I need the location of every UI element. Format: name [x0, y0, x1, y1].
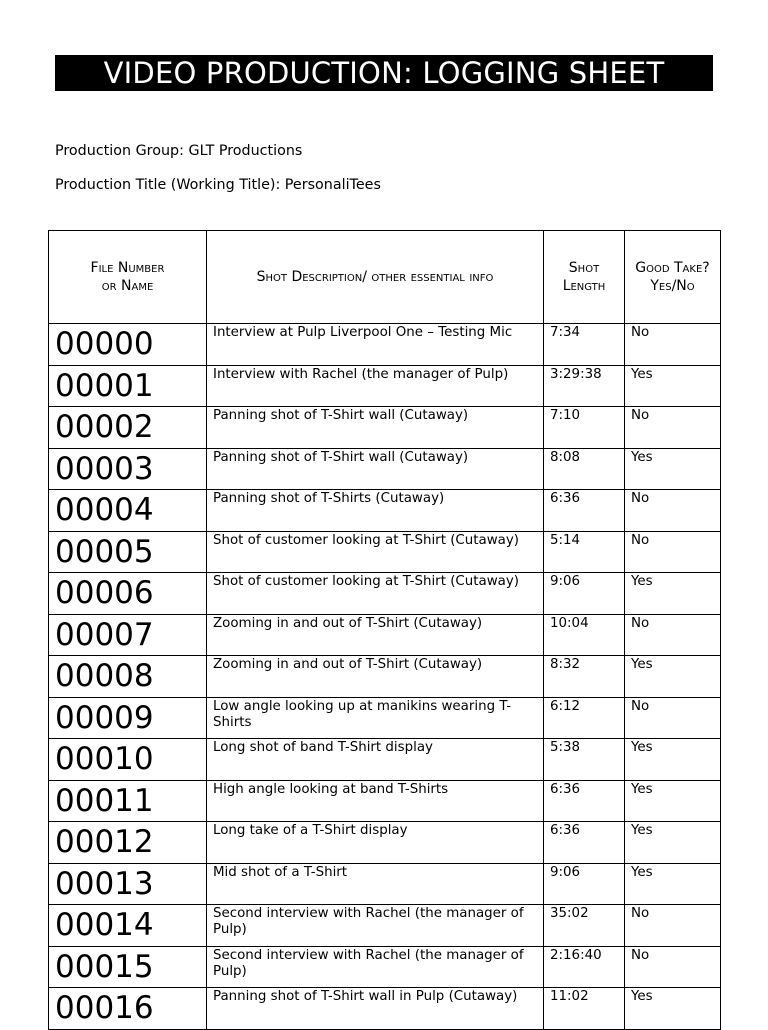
shot-description-cell: Shot of customer looking at T-Shirt (Cutaway): [207, 531, 544, 573]
file-number-cell: 00001: [49, 365, 207, 407]
shot-length-cell: 5:14: [544, 531, 625, 573]
shot-length-cell: 3:29:38: [544, 365, 625, 407]
shot-description-cell: Long shot of band T-Shirt display: [207, 739, 544, 781]
file-number-cell: 00004: [49, 490, 207, 532]
shot-length-cell: 10:04: [544, 614, 625, 656]
good-take-cell: Yes: [625, 780, 721, 822]
good-take-cell: No: [625, 531, 721, 573]
file-number-cell: 00013: [49, 863, 207, 905]
shot-length-cell: 8:08: [544, 448, 625, 490]
shot-length-cell: 11:02: [544, 988, 625, 1030]
file-number-cell: 00008: [49, 656, 207, 698]
file-number-cell: 00002: [49, 407, 207, 449]
table-row: [49, 946, 721, 988]
shot-length-cell: 6:12: [544, 697, 625, 739]
shot-description-cell: Panning shot of T-Shirts (Cutaway): [207, 490, 544, 532]
shot-length-cell: 9:06: [544, 573, 625, 615]
file-number-cell: 00012: [49, 822, 207, 864]
good-take-cell: Yes: [625, 863, 721, 905]
file-number-cell: 00015: [49, 946, 207, 988]
logging-table: [48, 230, 721, 1030]
header-shot-length: Shot Length: [544, 231, 625, 324]
shot-description-cell: Long take of a T-Shirt display: [207, 822, 544, 864]
table-row: [49, 490, 721, 532]
good-take-cell: Yes: [625, 573, 721, 615]
shot-description-cell: Low angle looking up at manikins wearing T-Shirts: [207, 697, 544, 739]
shot-length-cell: 6:36: [544, 822, 625, 864]
good-take-cell: Yes: [625, 656, 721, 698]
good-take-cell: No: [625, 490, 721, 532]
shot-description-cell: Interview with Rachel (the manager of Pulp): [207, 365, 544, 407]
file-number-cell: 00014: [49, 905, 207, 947]
good-take-cell: Yes: [625, 739, 721, 781]
file-number-cell: 00006: [49, 573, 207, 615]
shot-description-cell: Zooming in and out of T-Shirt (Cutaway): [207, 656, 544, 698]
shot-description-cell: Second interview with Rachel (the manager of Pulp): [207, 946, 544, 988]
table-row: [49, 905, 721, 947]
shot-description-cell: Panning shot of T-Shirt wall (Cutaway): [207, 448, 544, 490]
shot-description-cell: Zooming in and out of T-Shirt (Cutaway): [207, 614, 544, 656]
shot-description-cell: High angle looking at band T-Shirts: [207, 780, 544, 822]
table-row: [49, 614, 721, 656]
shot-length-cell: 2:16:40: [544, 946, 625, 988]
good-take-cell: Yes: [625, 822, 721, 864]
table-row: [49, 531, 721, 573]
table-row: [49, 780, 721, 822]
good-take-cell: Yes: [625, 365, 721, 407]
header-shot-description: Shot Description/ other essential info: [207, 231, 544, 324]
good-take-cell: No: [625, 946, 721, 988]
file-number-cell: 00009: [49, 697, 207, 739]
file-number-cell: 00005: [49, 531, 207, 573]
page-title: VIDEO PRODUCTION: LOGGING SHEET: [55, 55, 713, 91]
table-row: [49, 324, 721, 366]
table-row: [49, 822, 721, 864]
shot-length-cell: 7:10: [544, 407, 625, 449]
production-title: Production Title (Working Title): PersonaliTees: [55, 177, 381, 193]
table-row: [49, 573, 721, 615]
shot-length-cell: 7:34: [544, 324, 625, 366]
shot-length-cell: 35:02: [544, 905, 625, 947]
good-take-cell: No: [625, 324, 721, 366]
file-number-cell: 00007: [49, 614, 207, 656]
file-number-cell: 00010: [49, 739, 207, 781]
table-body: [49, 324, 721, 1030]
shot-description-cell: Interview at Pulp Liverpool One – Testing Mic: [207, 324, 544, 366]
table-row: [49, 407, 721, 449]
shot-length-cell: 6:36: [544, 490, 625, 532]
good-take-cell: No: [625, 407, 721, 449]
header-good-take: Good Take? Yes/No: [625, 231, 721, 324]
good-take-cell: No: [625, 905, 721, 947]
shot-description-cell: Shot of customer looking at T-Shirt (Cutaway): [207, 573, 544, 615]
header-file-number: File Number or Name: [49, 231, 207, 324]
production-group: Production Group: GLT Productions: [55, 143, 303, 159]
good-take-cell: No: [625, 697, 721, 739]
file-number-cell: 00011: [49, 780, 207, 822]
shot-description-cell: Mid shot of a T-Shirt: [207, 863, 544, 905]
table-row: [49, 656, 721, 698]
shot-description-cell: Second interview with Rachel (the manager of Pulp): [207, 905, 544, 947]
shot-description-cell: Panning shot of T-Shirt wall in Pulp (Cutaway): [207, 988, 544, 1030]
file-number-cell: 00003: [49, 448, 207, 490]
table-row: [49, 739, 721, 781]
good-take-cell: Yes: [625, 448, 721, 490]
good-take-cell: No: [625, 614, 721, 656]
file-number-cell: 00000: [49, 324, 207, 366]
table-header-row: [49, 231, 721, 324]
table-row: [49, 448, 721, 490]
shot-description-cell: Panning shot of T-Shirt wall (Cutaway): [207, 407, 544, 449]
shot-length-cell: 5:38: [544, 739, 625, 781]
good-take-cell: Yes: [625, 988, 721, 1030]
shot-length-cell: 8:32: [544, 656, 625, 698]
table-row: [49, 697, 721, 739]
shot-length-cell: 9:06: [544, 863, 625, 905]
table-row: [49, 863, 721, 905]
shot-length-cell: 6:36: [544, 780, 625, 822]
table-row: [49, 988, 721, 1030]
table-row: [49, 365, 721, 407]
file-number-cell: 00016: [49, 988, 207, 1030]
